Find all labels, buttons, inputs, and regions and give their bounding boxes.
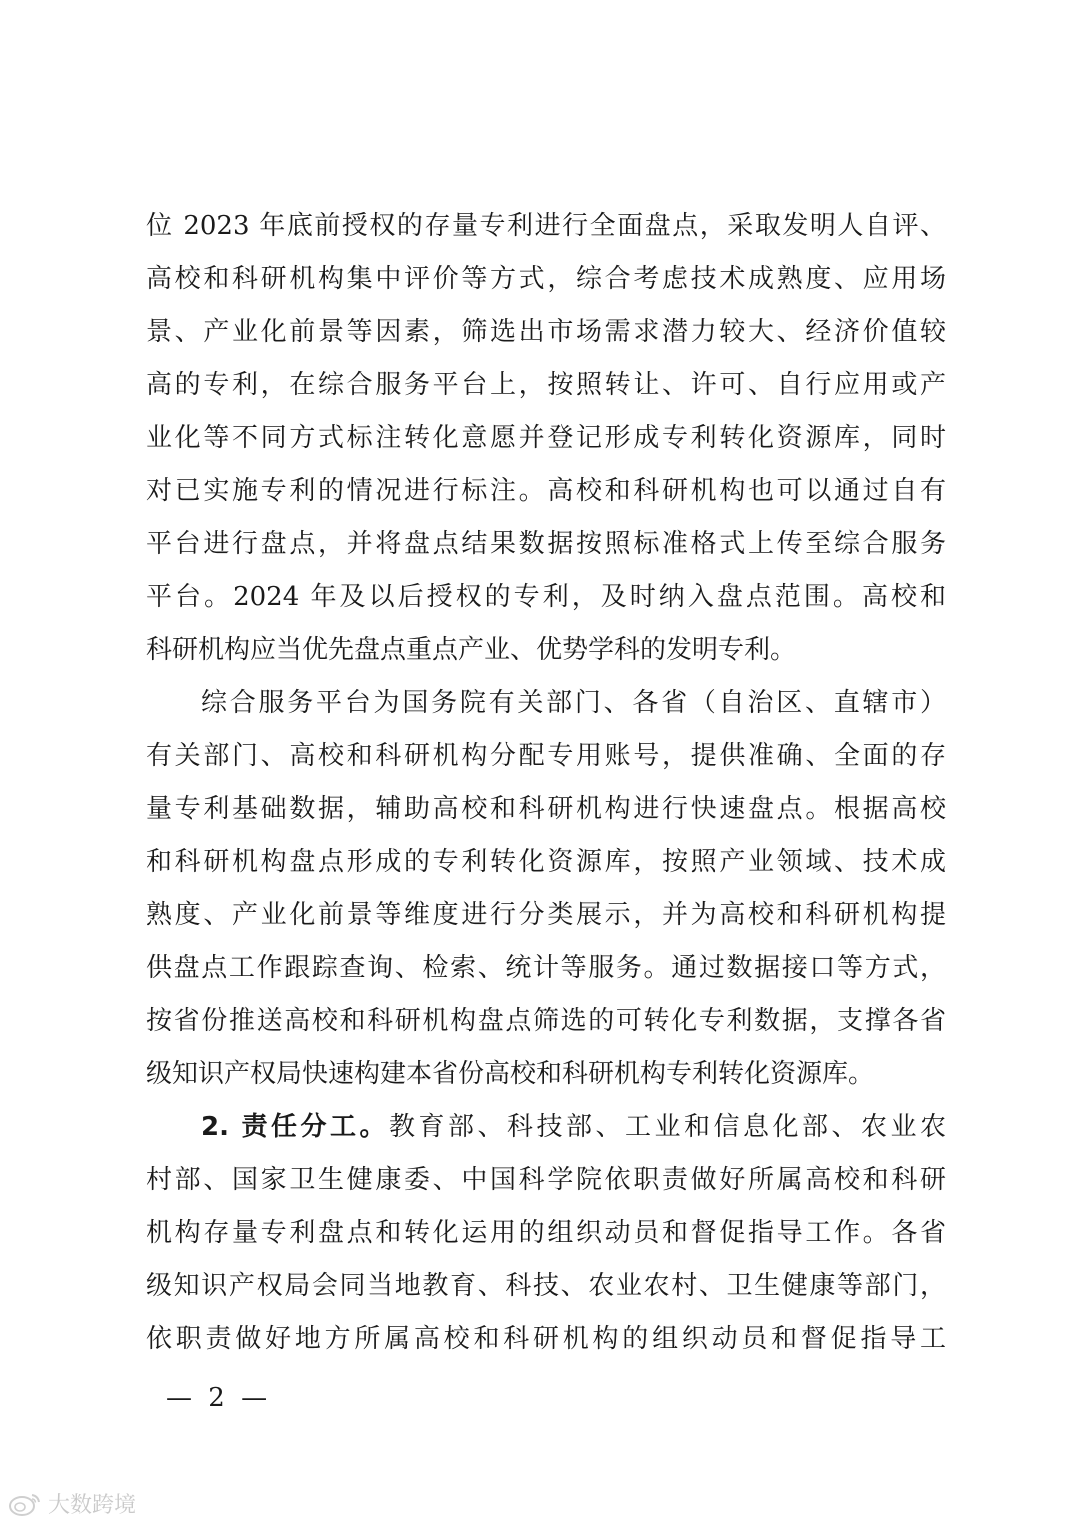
text-line: 熟度、产业化前景等维度进行分类展示，并为高校和科研机构提 — [146, 900, 946, 930]
text-line: 教育部、科技部、工业和信息化部、农业农 — [389, 1112, 946, 1142]
text-line: 对已实施专利的情况进行标注。高校和科研机构也可以通过自有 — [146, 476, 946, 506]
text-line: 按省份推送高校和科研机构盘点筛选的可转化专利数据，支撑各省 — [146, 1006, 946, 1036]
text-line: 机构存量专利盘点和转化运用的组织动员和督促指导工作。各省 — [146, 1218, 946, 1248]
text-line: 平台。2024 年及以后授权的专利，及时纳入盘点范围。高校和 — [146, 582, 946, 612]
text-line: 级知识产权局会同当地教育、科技、农业农村、卫生健康等部门， — [146, 1271, 946, 1301]
watermark-text: 大数跨境 — [48, 1493, 137, 1518]
section-heading-line — [146, 1101, 946, 1154]
text-line: 科研机构应当优先盘点重点产业、优势学科的发明专利。 — [146, 635, 797, 665]
text-line: 景、产业化前景等因素，筛选出市场需求潜力较大、经济价值较 — [146, 317, 946, 347]
text-line: 有关部门、高校和科研机构分配专用账号，提供准确、全面的存 — [146, 741, 946, 771]
text-line: 高校和科研机构集中评价等方式，综合考虑技术成熟度、应用场 — [146, 264, 946, 294]
text-line: 级知识产权局快速构建本省份高校和科研机构专利转化资源库。 — [146, 1059, 875, 1089]
text-line: 供盘点工作跟踪查询、检索、统计等服务。通过数据接口等方式， — [146, 953, 946, 983]
text-line: 依职责做好地方所属高校和科研机构的组织动员和督促指导工 — [146, 1324, 946, 1354]
text-line: 和科研机构盘点形成的专利转化资源库，按照产业领域、技术成 — [146, 847, 946, 877]
body-text — [146, 200, 946, 1366]
text-line: 位 2023 年底前授权的存量专利进行全面盘点，采取发明人自评、 — [146, 211, 946, 241]
text-line: 量专利基础数据，辅助高校和科研机构进行快速盘点。根据高校 — [146, 794, 946, 824]
text-line: 平台进行盘点，并将盘点结果数据按照标准格式上传至综合服务 — [146, 529, 946, 559]
text-line: 综合服务平台为国务院有关部门、各省（自治区、直辖市） — [201, 688, 946, 718]
watermark — [8, 1488, 136, 1519]
text-line: 村部、国家卫生健康委、中国科学院依职责做好所属高校和科研 — [146, 1165, 946, 1195]
page-number: — 2 — — [166, 1383, 272, 1413]
text-line: 业化等不同方式标注转化意愿并登记形成专利转化资源库，同时 — [146, 423, 946, 453]
text-line: 高的专利，在综合服务平台上，按照转让、许可、自行应用或产 — [146, 370, 946, 400]
section-heading: 2. 责任分工。 — [201, 1112, 390, 1142]
weibo-logo-icon — [8, 1491, 42, 1517]
